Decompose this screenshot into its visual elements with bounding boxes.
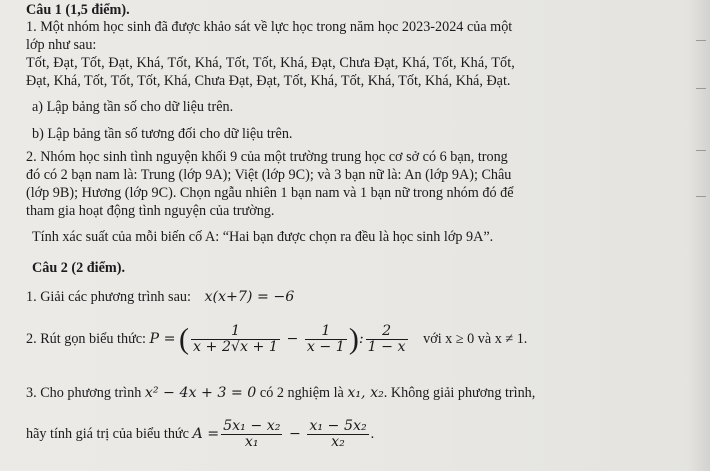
q2-item3-line2: hãy tính giá trị của biểu thức A = $\frac{\text{5x₁ − x₂}}{\text{x₁}}$ − $\frac{\text{x₁ − 5x₂}}{\text{x₂}}$ . bbox=[26, 418, 375, 451]
q2-item2-frac3: $\frac{2}{1 - x}$ bbox=[367, 323, 406, 356]
q2-item3-line1: 3. Cho phương trình x² − 4x + 3 = 0 có 2 nghiệm là x₁, x₂. Không giải phương trình, bbox=[26, 385, 536, 401]
q1-p2-line2: đó có 2 bạn nam là: Trung (lớp 9A); Việt (lớp 9C); và 3 bạn nữ là: An (lớp 9A); Châu bbox=[26, 167, 512, 183]
page-edge-shadow bbox=[688, 0, 710, 471]
q1-p1-data-line2: Đạt, Khá, Tốt, Tốt, Tốt, Khá, Chưa Đạt, Đạt, Tốt, Khá, Tốt, Khá, Tốt, Khá, Khá, Đạt. bbox=[26, 73, 511, 89]
q2-item3-frac-a: $\frac{\text{5x₁ − x₂}}{\text{x₁}}$ bbox=[223, 418, 281, 451]
q1-p2-question: Tính xác suất của mỗi biến cố A: “Hai bạn được chọn ra đều là học sinh lớp 9A”. bbox=[32, 229, 494, 245]
q1-p1-task-b: b) Lập bảng tần số tương đối cho dữ liệu trên. bbox=[32, 126, 293, 142]
q2-item3-frac-b: $\frac{\text{x₁ − 5x₂}}{\text{x₂}}$ bbox=[309, 418, 367, 451]
q1-p1-intro-line1: 1. Một nhóm học sinh đã được khảo sát về lực học trong năm học 2023-2024 của một bbox=[26, 19, 513, 35]
q1-p1-task-a: a) Lập bảng tần số cho dữ liệu trên. bbox=[32, 99, 234, 115]
q2-item3-expr-lhs: A = bbox=[192, 426, 220, 442]
q2-item1 bbox=[26, 288, 294, 306]
edge-mark bbox=[696, 150, 706, 151]
q2-item1-label: 1. Giải các phương trình sau: bbox=[26, 289, 191, 305]
q2-item2-label: 2. Rút gọn biểu thức: bbox=[26, 331, 146, 347]
q1-p2-line3: (lớp 9B); Hương (lớp 9C). Chọn ngẫu nhiên 1 bạn nam và 1 bạn nữ trong nhóm đó để bbox=[26, 185, 514, 201]
q1-p1-intro-line2: lớp như sau: bbox=[26, 37, 97, 53]
q1-p2-line1: 2. Nhóm học sinh tình nguyện khối 9 của một trường trung học cơ sở có 6 bạn, trong bbox=[26, 149, 508, 165]
q2-item2-lhs: P = bbox=[149, 331, 176, 347]
q2-item2-frac2: $\frac{1}{x - 1}$ bbox=[306, 323, 345, 356]
q2-item3-roots: x₁, x₂ bbox=[347, 385, 384, 401]
q1-p1-data-line1: Tốt, Đạt, Tốt, Đạt, Khá, Tốt, Khá, Tốt, Tốt, Khá, Đạt, Chưa Đạt, Khá, Tốt, Khá, Tốt, bbox=[26, 55, 515, 71]
q2-item3-equation: x² − 4x + 3 = 0 bbox=[144, 385, 257, 401]
q2-item2-condition: với x ≥ 0 và x ≠ 1. bbox=[423, 331, 528, 347]
edge-mark bbox=[696, 88, 706, 89]
q2-item2-frac1: $\frac{1}{x + 2√x + 1}$ bbox=[193, 323, 278, 356]
edge-mark bbox=[696, 40, 706, 41]
q1-p2-line4: tham gia hoạt động tình nguyện của trường. bbox=[26, 203, 275, 219]
q2-heading: Câu 2 (2 điểm). bbox=[32, 260, 126, 276]
q1-heading: Câu 1 (1,5 điểm). bbox=[26, 2, 130, 18]
q2-item2: 2. Rút gọn biểu thức: P = ( $\frac{1}{x + 2√x + 1}$ − $\frac{1}{x - 1}$ ): $\frac{2}{1 - x}$ với x ≥ 0 và x ≠ 1. bbox=[26, 322, 528, 356]
edge-mark bbox=[696, 196, 706, 197]
q2-item1-equation: x(x+7) = −6 bbox=[204, 289, 295, 305]
